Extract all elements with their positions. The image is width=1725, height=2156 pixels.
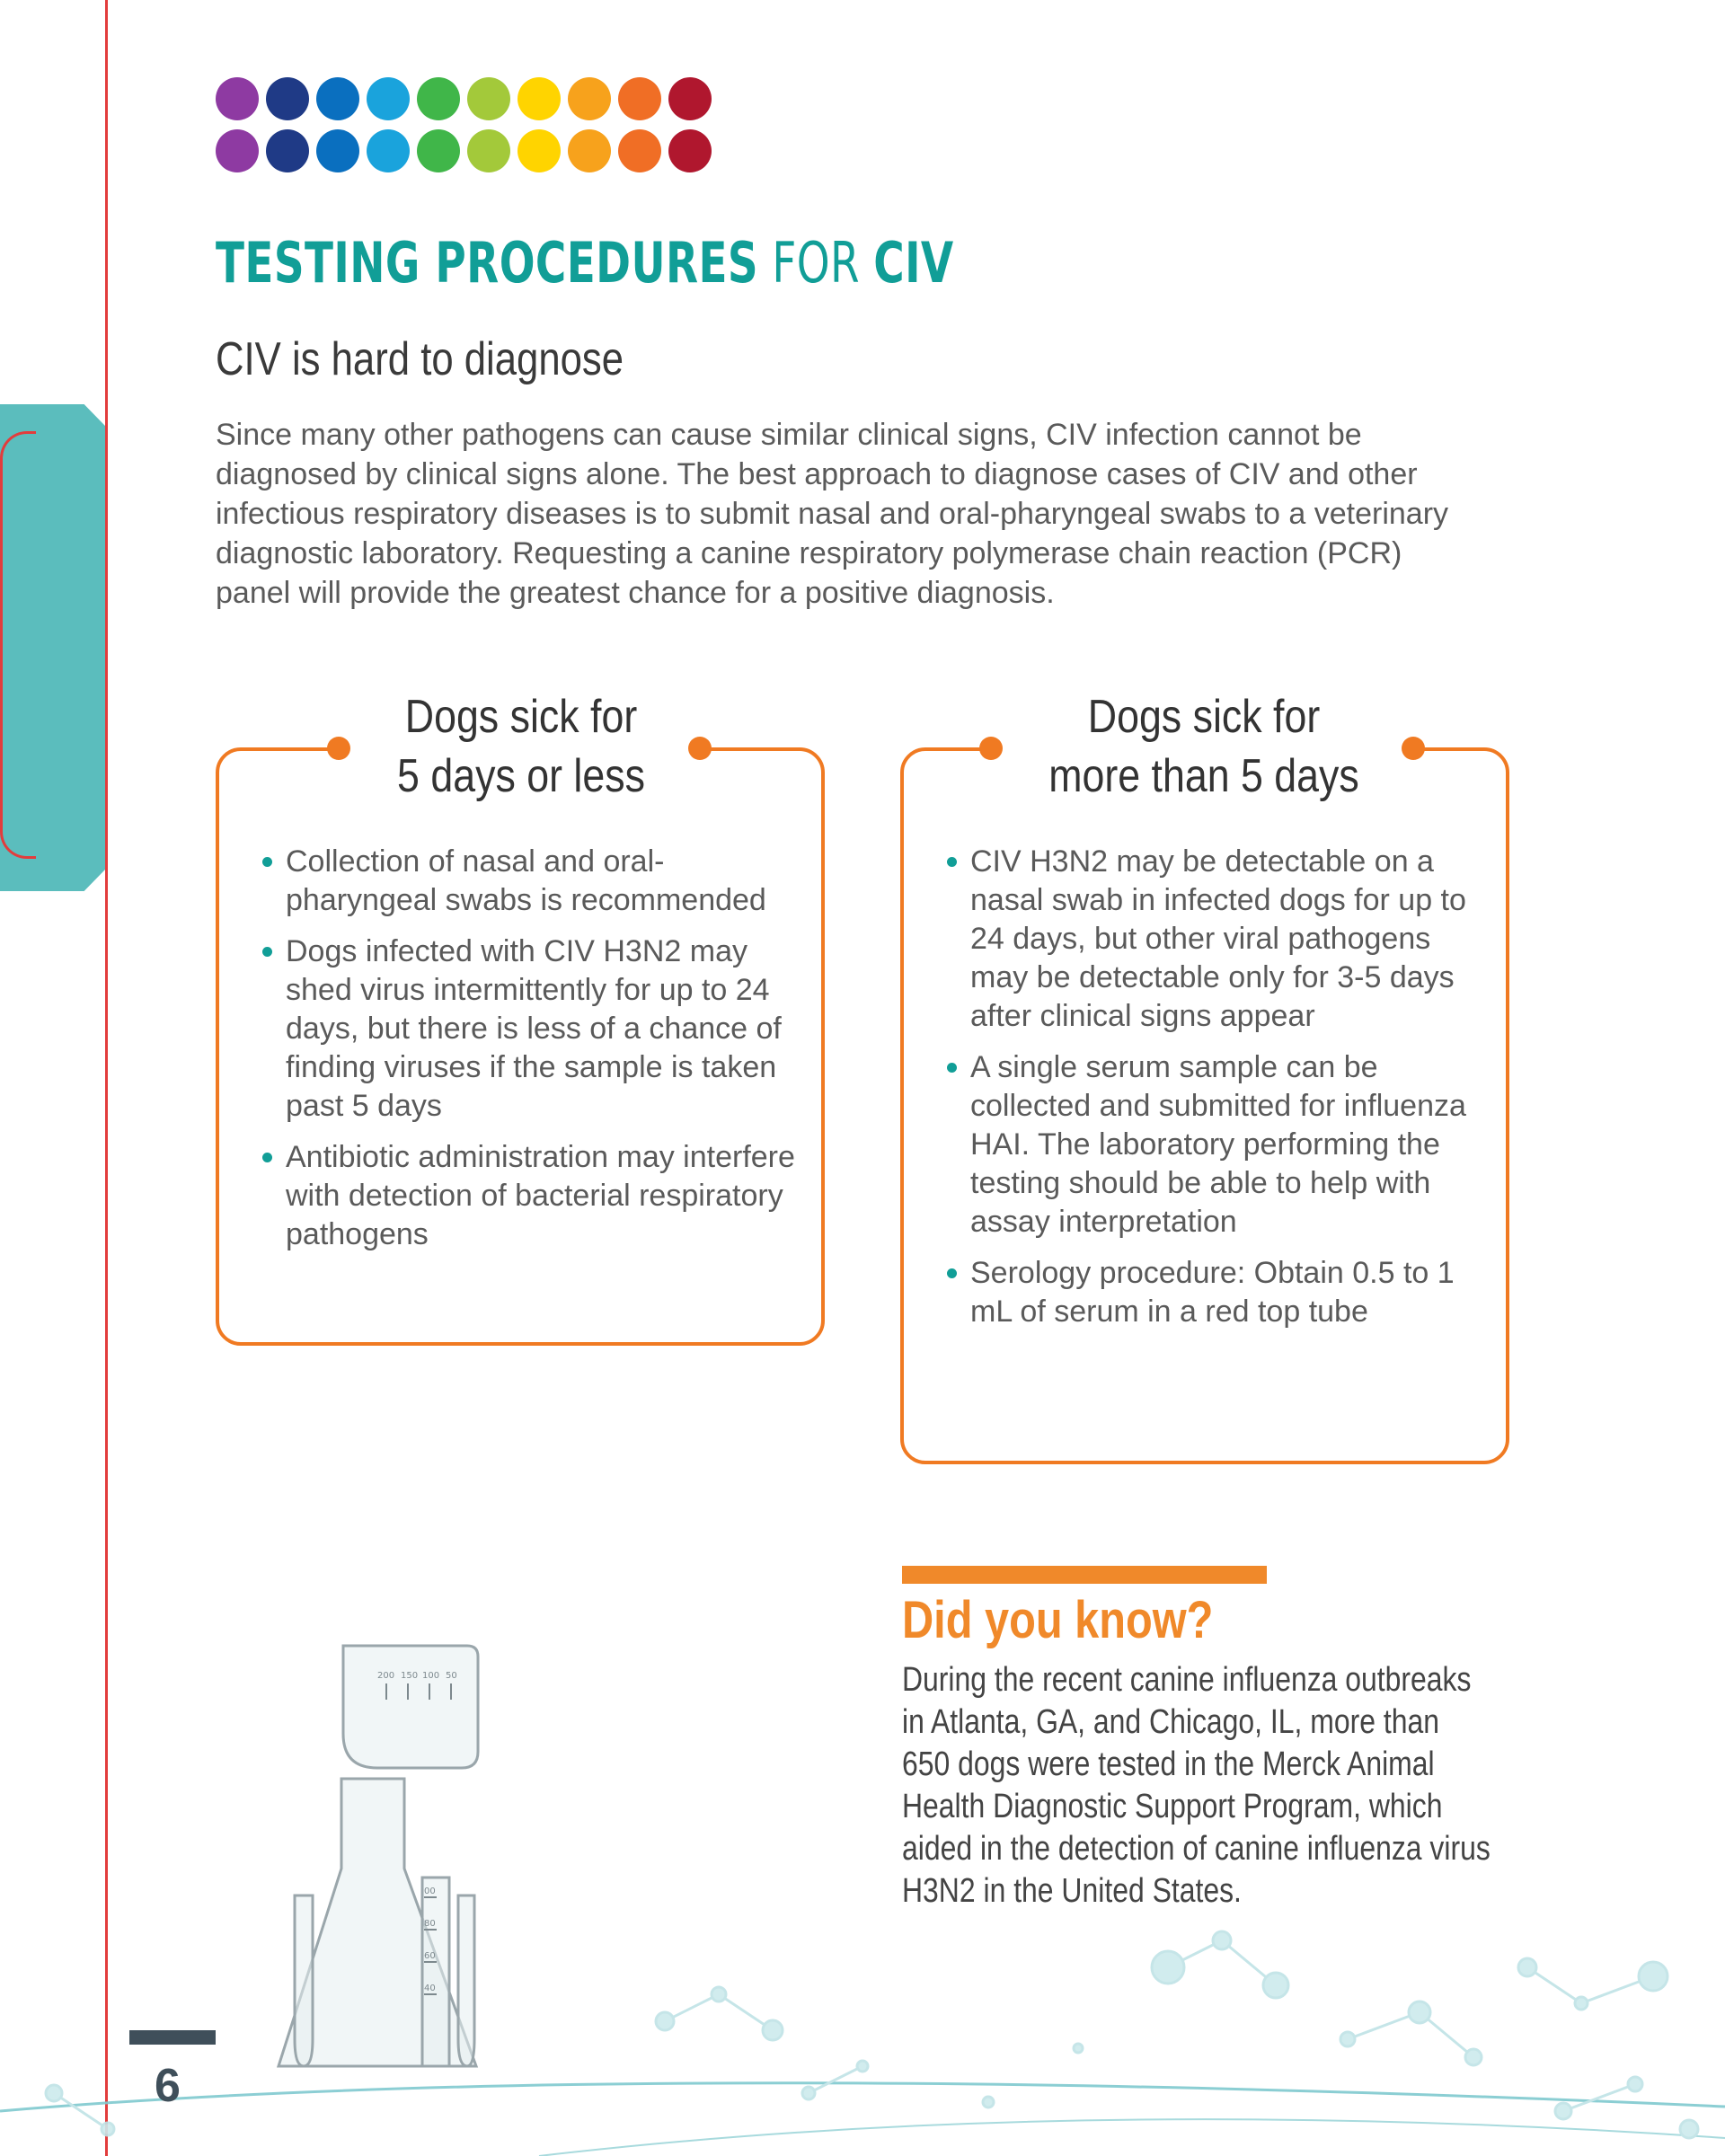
color-dot <box>367 77 410 120</box>
section-subtitle: CIV is hard to diagnose <box>216 333 624 385</box>
title-part-1: TESTING PROCEDURES <box>216 230 759 296</box>
title-part-3: CIV <box>873 230 954 296</box>
list-item: Antibiotic administration may interfere with detection of bacterial respiratory pathogens <box>261 1138 800 1254</box>
card-knob-left <box>979 737 1003 760</box>
beaker-mark: 200 <box>377 1671 395 1681</box>
color-dot <box>518 77 561 120</box>
title-part-2: FOR <box>758 230 874 296</box>
cylinder-mark: 40 <box>424 1984 436 1993</box>
page-number: 6 <box>155 2060 181 2112</box>
did-you-know-bar <box>902 1566 1267 1584</box>
color-dot <box>266 77 309 120</box>
page-number-bar <box>129 2030 216 2045</box>
card-knob-right <box>1402 737 1425 760</box>
color-dot <box>568 77 611 120</box>
card-bullet-list <box>945 843 1475 1344</box>
color-dot <box>266 129 309 172</box>
did-you-know-title: Did you know? <box>902 1591 1214 1649</box>
molecule-background-decoration <box>0 1913 1725 2156</box>
card-title-more-than-5-days <box>997 687 1411 813</box>
list-item: Dogs infected with CIV H3N2 may shed virus intermittently for up to 24 days, but there is less of a chance of finding viruses if the sample is taken past 5 days <box>261 932 800 1126</box>
color-dot <box>668 77 712 120</box>
lab-glassware-illustration <box>270 1644 593 2075</box>
color-dot <box>467 129 510 172</box>
cylinder-mark: 80 <box>424 1919 436 1929</box>
color-dot <box>367 129 410 172</box>
color-dot <box>216 129 259 172</box>
card-title-line1: Dogs sick for <box>404 691 638 743</box>
card-knob-left <box>327 737 350 760</box>
margin-rule <box>105 0 108 2156</box>
color-dot <box>417 129 460 172</box>
beaker-mark: 100 <box>422 1671 440 1681</box>
card-bullet-list <box>261 843 800 1267</box>
card-title-5-days-or-less <box>341 687 701 813</box>
beaker-mark: 50 <box>446 1671 457 1681</box>
card-title-line1: Dogs sick for <box>1087 691 1321 743</box>
side-tab-outline <box>0 431 36 859</box>
did-you-know-text: During the recent canine influenza outbreaks in Atlanta, GA, and Chicago, IL, more than 650 dogs were tested in the Merck Animal Health Diagnostic Support Program, which aided in the detection of canine influenza virus H3N2 in the United States. <box>902 1661 1491 1910</box>
color-dot <box>568 129 611 172</box>
color-dot <box>316 77 359 120</box>
beaker-mark: 150 <box>401 1671 419 1681</box>
color-dot <box>518 129 561 172</box>
color-dot <box>618 77 661 120</box>
color-dot <box>668 129 712 172</box>
list-item: Collection of nasal and oral-pharyngeal swabs is recommended <box>261 843 800 920</box>
color-dot <box>417 77 460 120</box>
color-dot <box>316 129 359 172</box>
color-dots-decoration <box>216 77 712 172</box>
card-title-line2: more than 5 days <box>1048 750 1359 802</box>
list-item: Serology procedure: Obtain 0.5 to 1 mL of serum in a red top tube <box>945 1254 1475 1331</box>
intro-paragraph: Since many other pathogens can cause similar clinical signs, CIV infection cannot be diagnosed by clinical signs alone. The best approach to diagnose cases of CIV and other infectious respiratory diseases is to submit nasal and oral-pharyngeal swabs to a veterinary diagnostic laboratory. Requesting a canine respiratory polymerase chain reaction (PCR) panel will provide the greatest chance for a positive diagnosis. <box>216 418 1449 610</box>
page-title <box>216 230 954 296</box>
card-knob-right <box>688 737 712 760</box>
list-item: CIV H3N2 may be detectable on a nasal swab in infected dogs for up to 24 days, but other viral pathogens may be detectable only for 3-5 days after clinical signs appear <box>945 843 1475 1036</box>
color-dot <box>216 77 259 120</box>
card-title-line2: 5 days or less <box>397 750 645 802</box>
color-dot <box>467 77 510 120</box>
list-item: A single serum sample can be collected and submitted for influenza HAI. The laboratory performing the testing should be able to help with assay interpretation <box>945 1048 1475 1241</box>
cylinder-mark: 60 <box>424 1951 436 1961</box>
cylinder-mark: 00 <box>424 1886 436 1896</box>
color-dot <box>618 129 661 172</box>
